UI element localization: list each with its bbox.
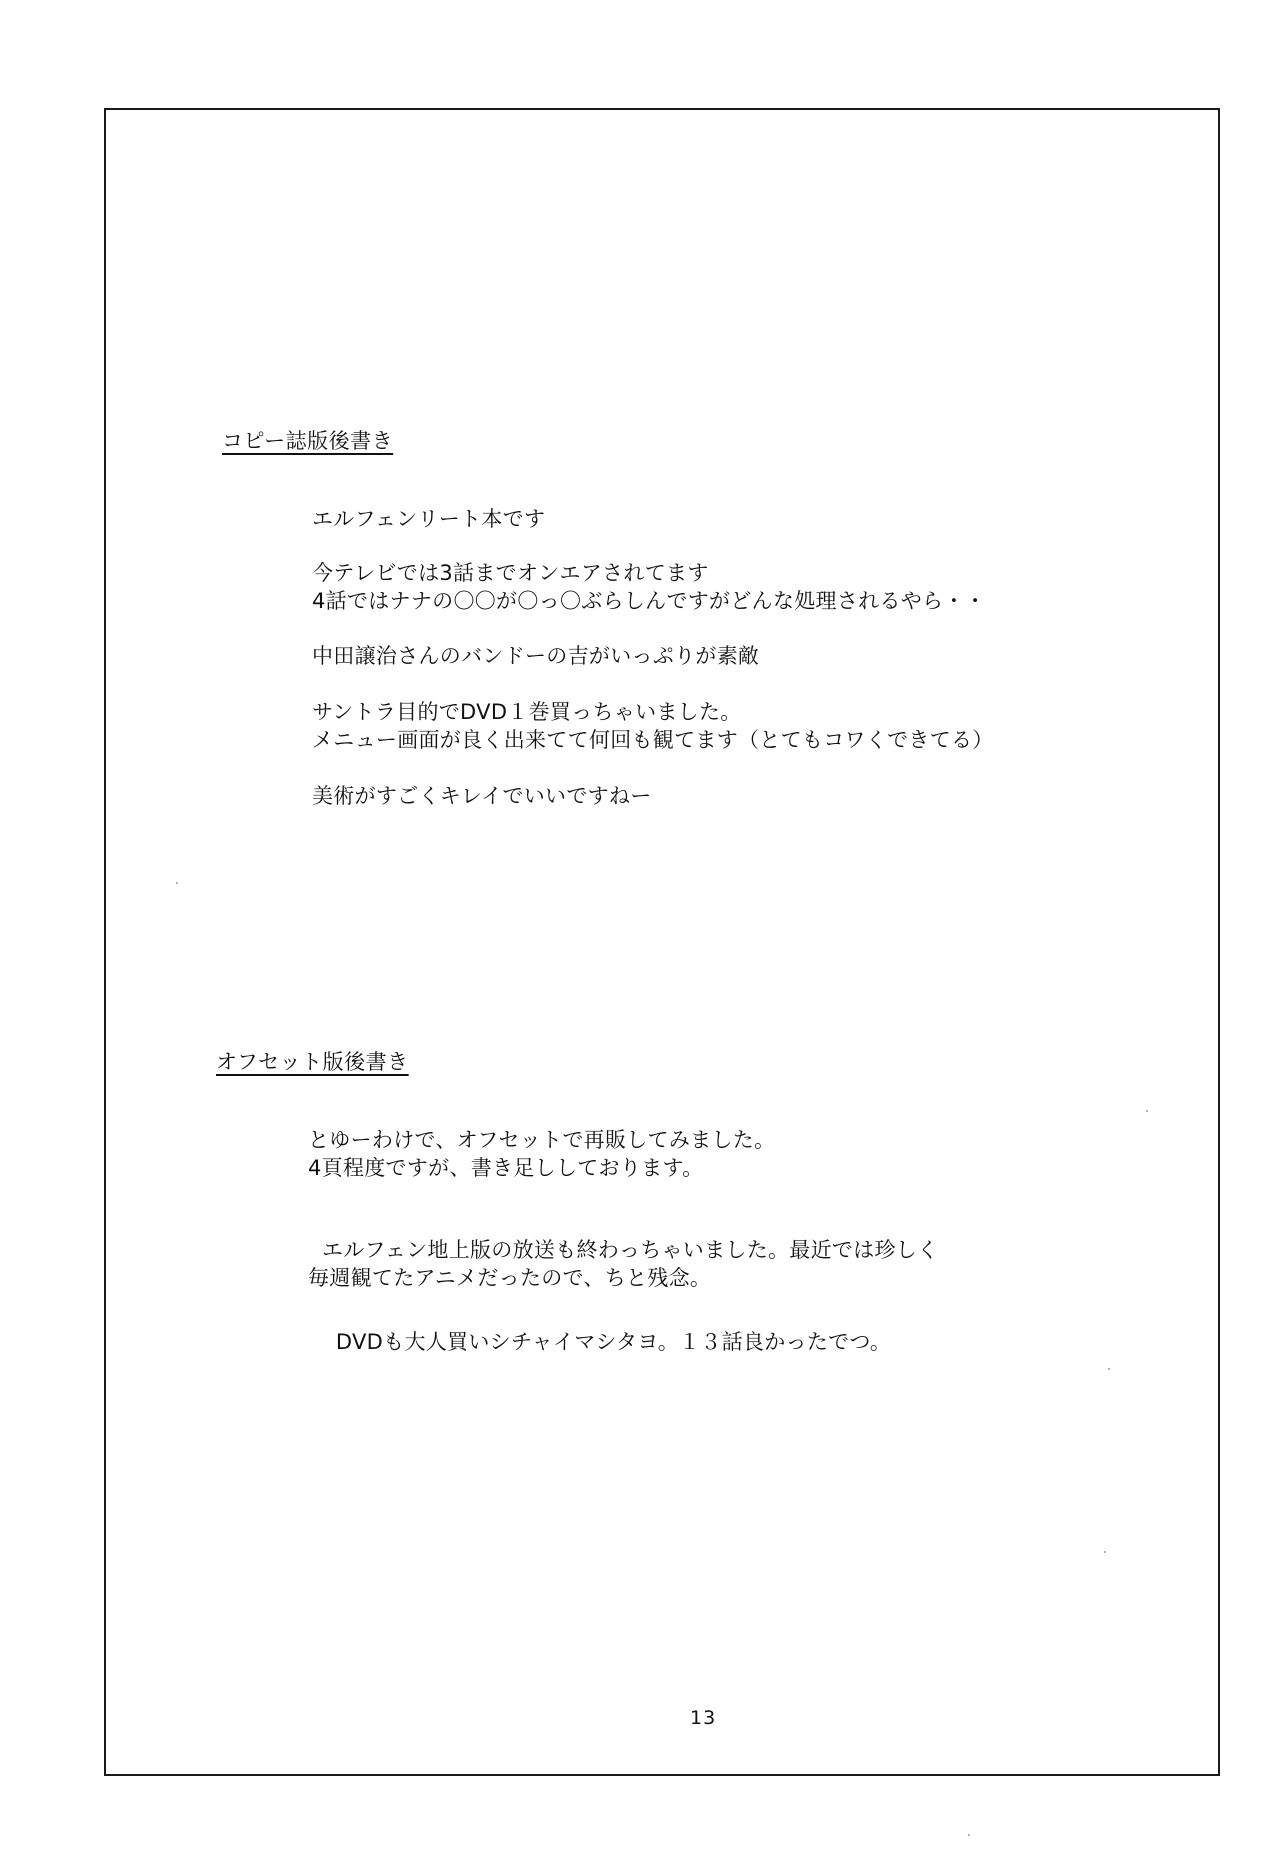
text-line: メニュー画面が良く出来てて何回も観てます（とてもコワくできてる） (312, 728, 994, 752)
scan-speck (1104, 1551, 1106, 1553)
text-line: 今テレビでは3話までオンエアされてます (312, 561, 709, 585)
paragraph (308, 1236, 938, 1292)
text-line: DVDも大人買いシチャイマシタヨ。１３話良かったでつ。 (308, 1330, 892, 1354)
scan-speck (968, 1834, 970, 1836)
text-line: 4頁程度ですが、書き足ししております。 (308, 1156, 704, 1180)
paragraph (312, 505, 545, 533)
paragraph (312, 642, 759, 670)
paragraph (312, 559, 986, 615)
text-line: 4話ではナナの〇〇が〇っ〇ぶらしんですがどんな処理されるやら・・ (312, 589, 986, 613)
paragraph (312, 698, 994, 754)
text-line: 美術がすごくキレイでいいですねー (312, 784, 652, 808)
section-heading-offset: オフセット版後書き (216, 1050, 409, 1074)
paragraph (308, 1328, 891, 1356)
page-border (104, 108, 1220, 1776)
text-line: エルフェン地上版の放送も終わっちゃいました。最近では珍しく (308, 1238, 939, 1262)
paragraph (308, 1126, 775, 1182)
section-heading-copy: コピー誌版後書き (222, 429, 394, 453)
scan-speck (1146, 1110, 1148, 1112)
text-line: サントラ目的でDVD１巻買っちゃいました。 (312, 700, 742, 724)
scan-speck (176, 882, 178, 884)
text-line: 中田譲治さんのバンドーの吉がいっぷりが素敵 (312, 644, 760, 668)
text-line: エルフェンリート本です (312, 507, 546, 531)
text-line: とゆーわけで、オフセットで再販してみました。 (308, 1128, 776, 1152)
text-line: 毎週観てたアニメだったので、ちと残念。 (308, 1266, 712, 1290)
page-number: 13 (690, 1707, 717, 1729)
paragraph (312, 782, 652, 810)
scan-speck (1108, 1368, 1110, 1370)
